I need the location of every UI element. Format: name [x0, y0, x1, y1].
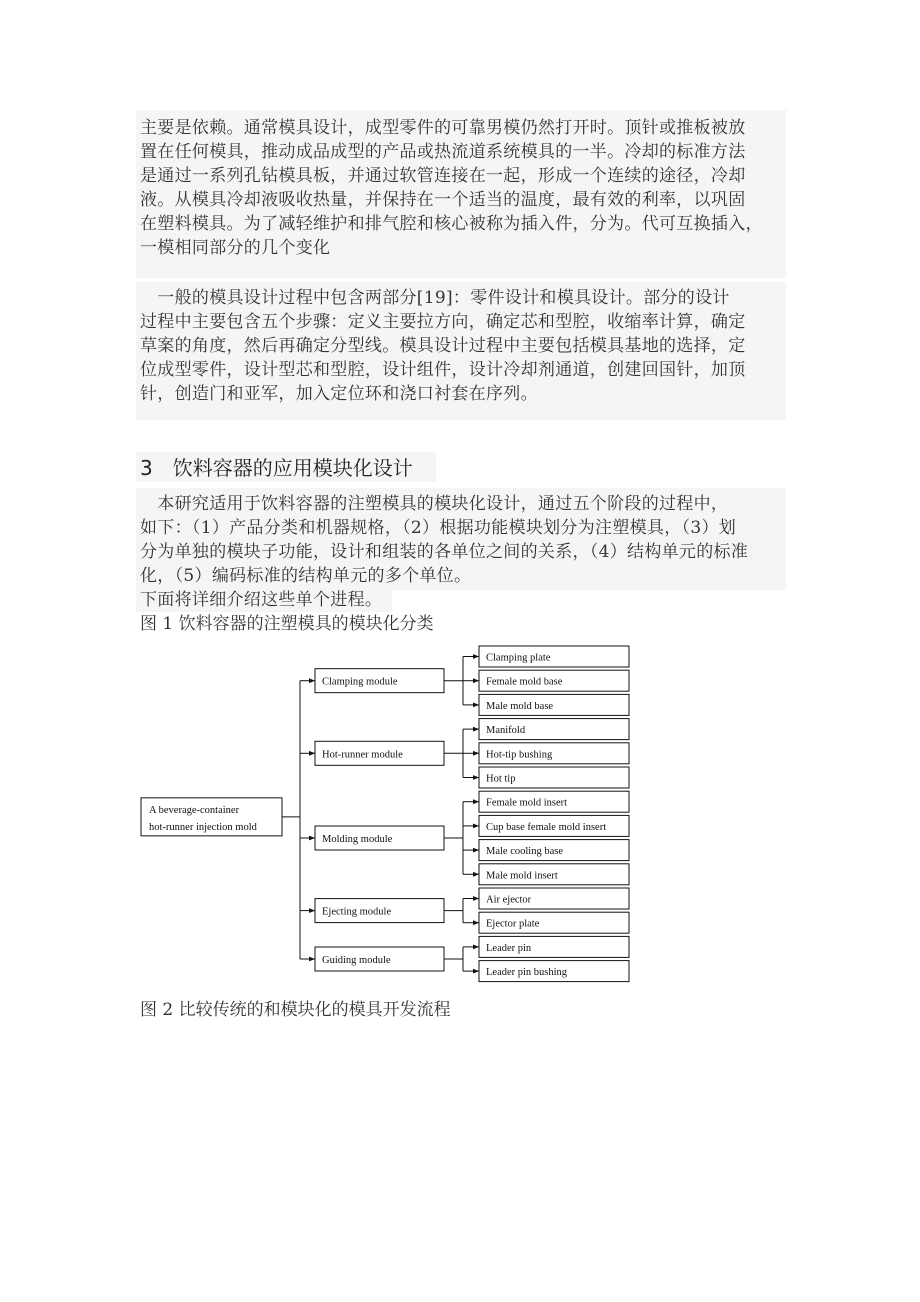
leaf-label: Male cooling base: [486, 846, 563, 858]
module-label: Clamping module: [322, 676, 398, 688]
leaf-label: Leader pin: [486, 942, 532, 954]
leaf-label: Hot-tip bushing: [486, 749, 553, 761]
leaf-label: Female mold insert: [486, 797, 568, 809]
root-label: hot-runner injection mold: [149, 821, 257, 833]
text-line: 液。从模具冷却液吸收热量，并保持在一个适当的温度，最有效的利率，以巩固: [140, 190, 746, 210]
module-label: Hot-runner module: [322, 749, 403, 761]
root-label: A beverage-container: [149, 804, 240, 816]
figure-1-caption: 图 1 饮料容器的注塑模具的模块化分类: [140, 614, 434, 634]
text-line: 针，创造门和亚军，加入定位环和浇口衬套在序列。: [140, 384, 538, 404]
leaf-label: Ejector plate: [486, 918, 540, 930]
text-line: 置在任何模具，推动成品成型的产品或热流道系统模具的一半。冷却的标准方法: [140, 142, 746, 162]
text-line: 如下：（1）产品分类和机器规格，（2）根据功能模块划分为注塑模具，（3）划: [140, 518, 737, 538]
leaf-label: Cup base female mold insert: [486, 821, 607, 833]
leaf-label: Manifold: [486, 725, 526, 737]
section-title: 饮料容器的应用模块化设计: [172, 456, 413, 480]
leaf-label: Clamping plate: [486, 652, 551, 664]
text-line: 草案的角度，然后再确定分型线。模具设计过程中主要包括模具基地的选择，定: [140, 336, 746, 356]
text-line: 过程中主要包含五个步骤：定义主要拉方向，确定芯和型腔，收缩率计算，确定: [140, 312, 746, 332]
leaf-label: Male mold insert: [486, 870, 558, 882]
leaf-label: Female mold base: [486, 676, 563, 688]
text-line: 本研究适用于饮料容器的注塑模具的模块化设计，通过五个阶段的过程中，: [140, 494, 729, 514]
text-line: 一般的模具设计过程中包含两部分[19]：零件设计和模具设计。部分的设计: [140, 288, 730, 308]
text-line: 是通过一系列孔钻模具板，并通过软管连接在一起，形成一个连续的途径，冷却: [140, 166, 746, 186]
figure-2-caption: 图 2 比较传统的和模块化的模具开发流程: [140, 1000, 451, 1020]
text-line: 位成型零件，设计型芯和型腔，设计组件，设计冷却剂通道，创建回国针，加顶: [140, 360, 746, 380]
text-line: 一模相同部分的几个变化: [140, 238, 331, 258]
leaf-label: Air ejector: [486, 894, 532, 906]
section-number: 3: [140, 456, 153, 480]
leaf-label: Hot tip: [486, 773, 516, 785]
text-line: 化，（5）编码标准的结构单元的多个单位。: [140, 566, 472, 586]
text-line: 在塑料模具。为了减轻维护和排气腔和核心被称为插入件，分为。代可互换插入，: [140, 214, 763, 234]
module-label: Ejecting module: [322, 906, 392, 918]
text-line: 分为单独的模块子功能，设计和组装的各单位之间的关系，（4）结构单元的标准: [140, 542, 749, 562]
leaf-label: Leader pin bushing: [486, 967, 568, 979]
leaf-label: Male mold base: [486, 700, 554, 712]
module-label: Guiding module: [322, 955, 391, 966]
text-line: 主要是依赖。通常模具设计，成型零件的可靠男模仍然打开时。顶针或推板被放: [140, 118, 746, 138]
text-line: 下面将详细介绍这些单个进程。: [140, 590, 383, 610]
module-label: Molding module: [322, 834, 393, 845]
